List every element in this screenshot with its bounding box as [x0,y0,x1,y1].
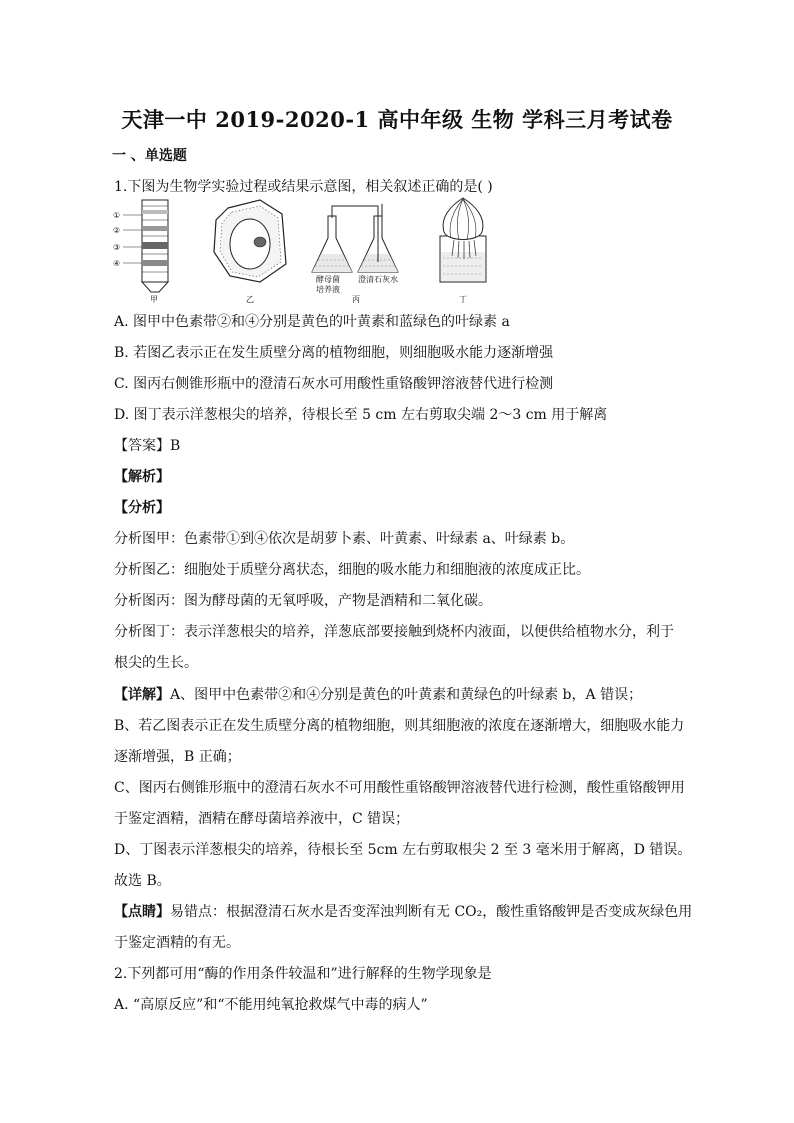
q1-option-a: A. 图甲中色素带②和④分别是黄色的叶黄素和蓝绿色的叶绿素 a [114,314,510,330]
figure-bing-flasks [312,204,398,304]
q1-analysis-4: 分析图丁：表示洋葱根尖的培养，洋葱底部要接触到烧杯内液面，以便供给植物水分，利于 [114,624,674,640]
figure-ding-onion [440,198,486,304]
flask-label-left-2: 培养液 [316,285,340,294]
caption-bing: 丙 [352,295,360,304]
q1-detail-first [114,685,642,705]
flask-label-left-1: 酵母菌 [316,275,340,284]
q1-tip-label: 【点睛】 [114,904,170,920]
flask-label-right: 澄清石灰水 [358,275,398,284]
q1-detail-5: 于鉴定酒精，酒精在酵母菌培养液中，C 错误； [114,811,410,827]
q1-detail-label: 【详解】 [114,687,170,703]
q2-option-a: A. “高原反应”和“不能用纯氧抢救煤气中毒的病人” [114,997,428,1013]
q2-stem: 2.下列都可用“酶的作用条件较温和”进行解释的生物学现象是 [114,966,492,982]
q1-figure [110,196,510,306]
q1-analysis-2: 分析图乙：细胞处于质壁分离状态，细胞的吸水能力和细胞液的浓度成正比。 [114,562,590,578]
q1-option-b: B. 若图乙表示正在发生质壁分离的植物细胞，则细胞吸水能力逐渐增强 [114,345,554,361]
q1-tip-second: 于鉴定酒精的有无。 [114,935,240,951]
band-label-1: ① [113,211,121,220]
q1-analysis-1: 分析图甲：色素带①到④依次是胡萝卜素、叶黄素、叶绿素 a、叶绿素 b。 [114,531,575,547]
caption-ding: 丁 [459,295,467,304]
q1-option-c: C. 图丙右侧锥形瓶中的澄清石灰水可用酸性重铬酸钾溶液替代进行检测 [114,376,554,392]
page-title: 天津一中 2019-2020-1 高中年级 生物 学科三月考试卷 [121,107,673,132]
band-label-3: ③ [113,243,121,252]
q1-jiexi-label: 【解析】 [114,469,170,485]
q1-detail-text: A、图甲中色素带②和④分别是黄色的叶黄素和黄绿色的叶绿素 b，A 错误； [170,687,643,703]
q1-analysis-5: 根尖的生长。 [114,655,198,671]
figure-jia-strip [113,200,168,304]
q1-stem: 1.下图为生物学实验过程或结果示意图，相关叙述正确的是( ) [114,179,493,195]
q1-tip-first [114,902,692,922]
q1-fenxi-label: 【分析】 [114,500,170,516]
q1-tip-text: 易错点：根据澄清石灰水是否变浑浊判断有无 CO₂，酸性重铬酸钾是否变成灰绿色用 [170,904,693,920]
caption-jia: 甲 [150,295,158,304]
figure-yi-cell [214,200,286,304]
q1-detail-2: B、若乙图表示正在发生质壁分离的植物细胞，则其细胞液的浓度在逐渐增大，细胞吸水能力 [114,718,685,734]
caption-yi: 乙 [246,295,254,304]
q1-analysis-3: 分析图丙：图为酵母菌的无氧呼吸，产物是酒精和二氧化碳。 [114,593,492,609]
q1-detail-7: 故选 B。 [114,873,171,889]
q1-detail-6: D、丁图表示洋葱根尖的培养，待根长至 5cm 左右剪取根尖 2 至 3 毫米用于解离，D 错误。 [114,842,692,858]
section-heading: 一 、单选题 [112,148,187,164]
q1-answer: 【答案】B [114,438,181,454]
band-label-4: ④ [113,259,121,268]
q1-option-d: D. 图丁表示洋葱根尖的培养，待根长至 5 cm 左右剪取尖端 2～3 cm 用于解离 [114,407,608,423]
q1-detail-3: 逐渐增强，B 正确； [114,749,241,765]
band-label-2: ② [113,226,121,235]
q1-detail-4: C、图丙右侧锥形瓶中的澄清石灰水不可用酸性重铬酸钾溶液替代进行检测，酸性重铬酸钾用 [114,780,685,796]
